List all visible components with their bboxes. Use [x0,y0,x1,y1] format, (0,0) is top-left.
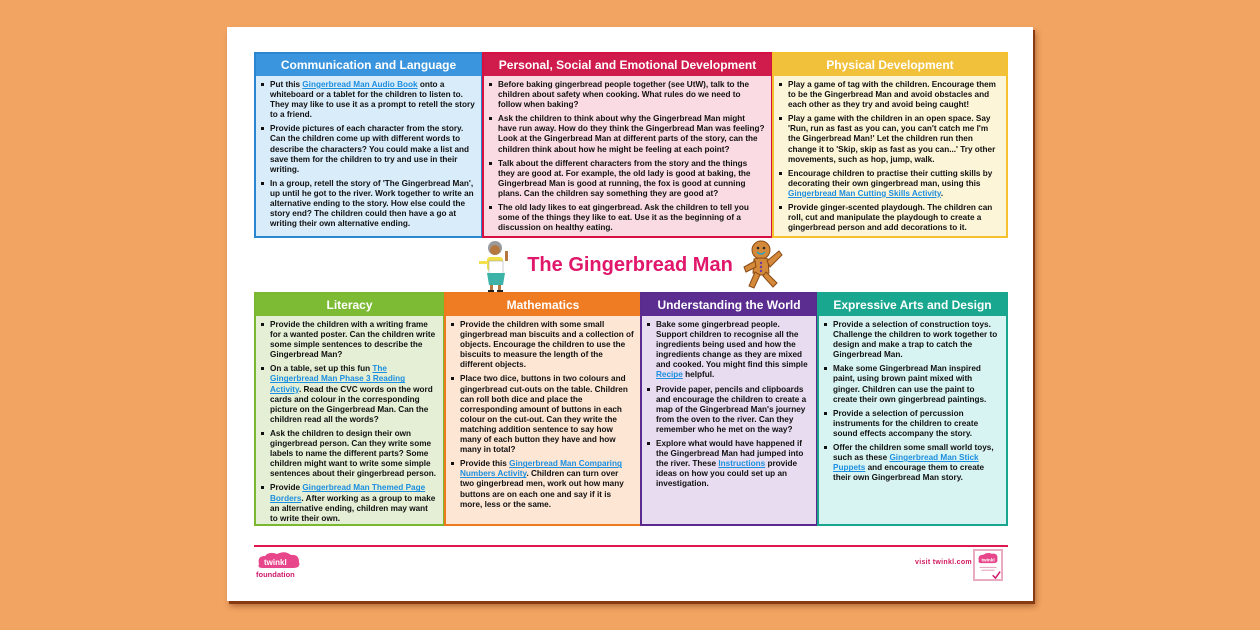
activity-text: Provide the children with some small gingerbread man biscuits and a collection of objects. Encourage the children to use the biscuits to measure the length of the different objects. [460,320,634,370]
activity-item [270,320,437,360]
activity-text: . Children can turn over two gingerbread men, work out how many buttons are on each one and say if it is more, less or the same. [460,469,624,509]
card-header: Personal, Social and Emotional Development [484,54,771,76]
activity-list [484,76,771,237]
card-expressive-arts-design [817,292,1008,526]
activity-text: Explore what would have happened if the Gingerbread Man had jumped into the river. These [656,439,804,469]
activity-item [270,429,437,479]
activity-text: Ask the children to design their own gingerbread person. Can they write some labels to name the different parts? Some children might want to write some simple sentences about their gingerbread person. [270,428,437,479]
visit-twinkl-link[interactable]: visit twinkl.com [915,559,972,566]
activity-text: Provide ginger-scented playdough. The children can roll, cut and manipulate the playdough to create a gingerbread person and add decorations to it. [788,203,993,233]
activity-text: . After working as a group to make an alternative ending, children may want to write their own. [270,493,436,523]
activity-text: Provide a selection of construction toys. Challenge the children to work together to design and make a trap to catch the Gingerbread Man. [833,320,998,360]
activity-text: . [940,188,944,198]
activity-item [498,80,765,110]
activity-text: Put this [270,80,303,89]
card-physical-development [772,52,1008,238]
gingerbread-man-illustration-icon [741,239,787,295]
activity-item [788,114,1000,164]
quality-assured-badge-icon [973,549,1003,581]
resource-link[interactable]: Gingerbread Man Stick Puppets [833,453,979,473]
activity-list [256,76,481,233]
activity-text: Provide paper, pencils and clipboards and encourage the children to create a map of the Gingerbread Man's journey from the oven to the river. Can they remember who he met on the way? [656,384,807,434]
card-header: Physical Development [774,54,1006,76]
activity-text: Provide the children with a writing frame for a wanted poster. Can the children write some simple sentences to describe the Gingerbread Man? [270,320,436,360]
activity-text: provide ideas on how you could set up an investigation. [656,459,798,489]
activity-item [498,203,765,233]
activity-item [833,443,1000,483]
resource-link[interactable]: Gingerbread Man Themed Page Borders [270,483,426,503]
activity-text: Provide pictures of each character from the story. Can the children come up with different words to describe the characters? You could make a list and save them for the children to try and use in their writing. [270,124,469,174]
activity-sheet [227,27,1033,601]
svg-text:foundation: foundation [256,570,295,579]
card-understanding-world [640,292,818,526]
activity-text: Play a game with the children in an open space. Say 'Run, run as fast as you can, you can't catch me I'm the Gingerbread Man!' Let the children run then change it to 'Skip, skip as fast as you can...' Try other movements, such as hop, jump, walk. [788,114,996,164]
activity-text: Provide a selection of percussion instruments for the children to create sound effects accompany the story. [833,408,979,438]
resource-link[interactable]: Gingerbread Man Comparing Numbers Activity [460,459,622,479]
activity-list [256,316,443,528]
activity-item [788,80,1000,110]
card-literacy [254,292,445,526]
resource-link[interactable]: Recipe [656,370,683,380]
activity-item [460,320,634,370]
activity-text: In a group, retell the story of 'The Gingerbread Man', up until he got to the river. Work together to write an alternative ending to the story. How else could the story end? The children could then have a go at writing their own alternative ending. [270,178,474,229]
activity-text: Talk about the different characters from the story and the things they are good at. For example, the old lady is good at baking, the Gingerbread Man is good at running, the fox is good at cunning plans. Can the children say something they are good at? [498,158,751,198]
activity-item [498,114,765,154]
activity-list [642,316,816,494]
resource-link[interactable]: Gingerbread Man Audio Book [302,80,418,89]
activity-item [656,320,810,381]
activity-item [270,80,475,120]
card-header: Understanding the World [642,294,816,316]
activity-text: Before baking gingerbread people together (see UtW), talk to the children about safety when cooking. What rules do we need to follow when baking? [498,80,750,110]
activity-text: Play a game of tag with the children. Encourage them to be the Gingerbread Man and avoid obstacles and each other as they try and avoid being caught! [788,80,996,110]
activity-text: Offer the children some small world toys, such as these [833,443,994,463]
card-header: Mathematics [446,294,640,316]
twinkl-foundation-logo-icon [255,550,305,580]
activity-list [819,316,1006,487]
resource-link[interactable]: Instructions [718,459,766,469]
activity-text: Provide this [460,459,510,469]
activity-item [788,203,1000,233]
card-communication-language [254,52,483,238]
activity-text: On a table, set up this fun [270,364,373,374]
activity-text: onto a whiteboard or a tablet for the children to listen to. They may like to use it as a prompt to retell the story to a friend. [270,80,475,120]
activity-item [833,409,1000,439]
activity-text: and encourage them to create their own Gingerbread Man story. [833,463,985,483]
card-header: Communication and Language [256,54,481,76]
card-header: Literacy [256,294,443,316]
activity-item [656,439,810,489]
activity-item [788,169,1000,199]
activity-item [833,320,1000,360]
resource-link[interactable]: Gingerbread Man Cutting Skills Activity [788,188,941,198]
activity-item [833,364,1000,404]
activity-item [498,159,765,199]
footer-divider [254,545,1008,547]
activity-text: Make some Gingerbread Man inspired paint, using brown paint mixed with ginger. Children can use the paint to create their own gingerbread paintings. [833,364,987,404]
card-header: Expressive Arts and Design [819,294,1006,316]
card-personal-social-emotional [482,52,773,238]
activity-text: Provide [270,483,303,493]
svg-text:twinkl: twinkl [264,558,287,567]
activity-text: Bake some gingerbread people. Support children to recognise all the ingredients being used and how the ingredients change as they are mixed and cooked. You might find this simple [656,320,808,370]
activity-text: The old lady likes to eat gingerbread. Ask the children to tell you some of the things they like to eat. Use it as the beginning of a discussion on healthy eating. [498,203,749,233]
svg-text:twinkl: twinkl [981,557,995,563]
activity-item [460,459,634,509]
activity-item [270,483,437,523]
resource-link[interactable]: The Gingerbread Man Phase 3 Reading Activity [270,364,406,394]
activity-item [656,385,810,435]
activity-text: helpful. [682,370,715,380]
card-mathematics [444,292,642,526]
activity-item [270,124,475,174]
activity-item [270,179,475,229]
document-title: The Gingerbread Man [527,254,733,276]
activity-item [270,364,437,425]
activity-list [774,76,1006,237]
activity-text: Encourage children to practise their cutting skills by decorating their own gingerbread man, using this [788,168,993,188]
activity-item [460,374,634,455]
activity-list [446,316,640,514]
activity-text: Place two dice, buttons in two colours and gingerbread cut-outs on the table. Children can roll both dice and place the corresponding amount of buttons in each colour on the cut-out. Can they write the matching addition sentence to say how many of each button they have and how many in total? [460,374,628,455]
activity-text: . Read the CVC words on the word cards and colour in the corresponding picture on the Gingerbread Man. Can the children read all the words? [270,384,433,424]
activity-text: Ask the children to think about why the Gingerbread Man might have run away. How do they think the Gingerbread Man was feeling? Look at the Gingerbread Man at different parts of the story, can the children think about how he might be feeling at each point? [498,114,765,154]
